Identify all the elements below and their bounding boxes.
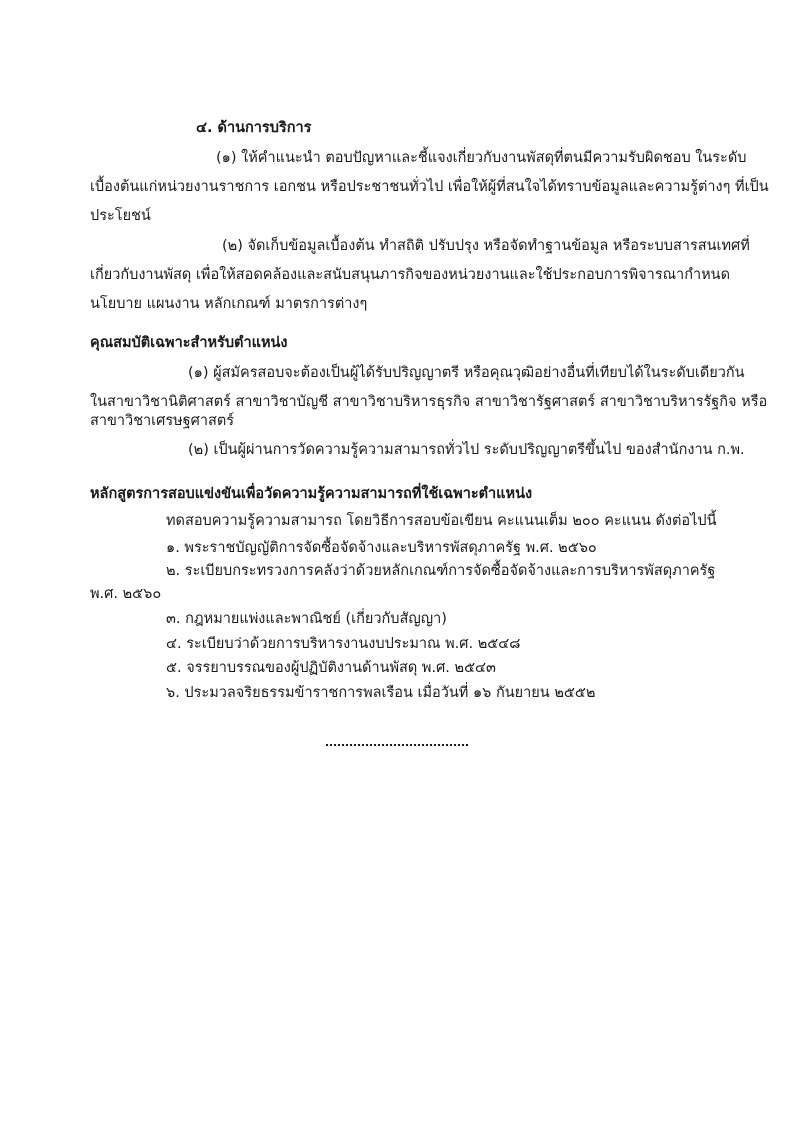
qualifications-item1-line3: สาขาวิชาเศรษฐศาสตร์: [90, 413, 235, 429]
curriculum-item2-line2: พ.ศ. ๒๕๖๐: [90, 586, 162, 602]
service-item1-line1: (๑) ให้คำแนะนำ ตอบปัญหาและชี้แจงเกี่ยวกับงานพัสดุที่ตนมีความรับผิดชอบ ในระดับ: [216, 150, 747, 166]
end-separator: [326, 734, 468, 746]
curriculum-item1: ๑. พระราชบัญญัติการจัดซื้อจัดจ้างและบริหารพัสดุภาครัฐ พ.ศ. ๒๕๖๐: [166, 540, 597, 556]
curriculum-heading: หลักสูตรการสอบแข่งขันเพื่อวัดความรู้ความสามารถที่ใช้เฉพาะตำแหน่ง: [90, 486, 533, 502]
service-item1-line3: ประโยชน์: [90, 208, 151, 224]
service-item2-line3: นโยบาย แผนงาน หลักเกณฑ์ มาตรการต่างๆ: [90, 296, 368, 312]
qualifications-item2: (๒) เป็นผู้ผ่านการวัดความรู้ความสามารถทั่วไป ระดับปริญญาตรีขึ้นไป ของสำนักงาน ก.พ.: [188, 442, 745, 458]
curriculum-item2-line1: ๒. ระเบียบกระทรวงการคลังว่าด้วยหลักเกณฑ์การจัดซื้อจัดจ้างและการบริหารพัสดุภาครัฐ: [166, 563, 716, 579]
qualifications-heading: คุณสมบัติเฉพาะสำหรับตำแหน่ง: [90, 335, 288, 351]
curriculum-item3: ๓. กฎหมายแพ่งและพาณิชย์ (เกี่ยวกับสัญญา): [166, 611, 447, 627]
service-item1-line2: เบื้องต้นแก่หน่วยงานราชการ เอกชน หรือประชาชนทั่วไป เพื่อให้ผู้ที่สนใจได้ทราบข้อมูลและความรู้ต่างๆ ที่เป็น: [90, 179, 769, 195]
curriculum-intro: ทดสอบความรู้ความสามารถ โดยวิธีการสอบข้อเขียน คะแนนเต็ม ๒๐๐ คะแนน ดังต่อไปนี้: [166, 513, 717, 529]
curriculum-item6: ๖. ประมวลจริยธรรมข้าราชการพลเรือน เมื่อวันที่ ๑๖ กันยายน ๒๕๕๒: [166, 685, 596, 701]
service-item2-line1: (๒) จัดเก็บข้อมูลเบื้องต้น ทำสถิติ ปรับปรุง หรือจัดทำฐานข้อมูล หรือระบบสารสนเทศที่: [222, 238, 750, 254]
service-item2-line2: เกี่ยวกับงานพัสดุ เพื่อให้สอดคล้องและสนับสนุนภารกิจของหน่วยงานและใช้ประกอบการพิจารณากำหนด: [90, 267, 731, 283]
curriculum-item4: ๔. ระเบียบว่าด้วยการบริหารงานงบประมาณ พ.ศ. ๒๕๔๘: [166, 636, 521, 652]
service-heading: ๔. ด้านการบริการ: [196, 120, 312, 136]
curriculum-item5: ๕. จรรยาบรรณของผู้ปฏิบัติงานด้านพัสดุ พ.ศ. ๒๕๔๓: [166, 660, 496, 676]
qualifications-item1-line1: (๑) ผู้สมัครสอบจะต้องเป็นผู้ได้รับปริญญาตรี หรือคุณวุฒิอย่างอื่นที่เทียบได้ในระดับเดียวกัน: [188, 365, 745, 381]
qualifications-item1-line2: ในสาขาวิชานิติศาสตร์ สาขาวิชาบัญชี สาขาวิชาบริหารธุรกิจ สาขาวิชารัฐศาสตร์ สาขาวิชาบริหารรัฐกิจ หรือ: [90, 394, 768, 410]
